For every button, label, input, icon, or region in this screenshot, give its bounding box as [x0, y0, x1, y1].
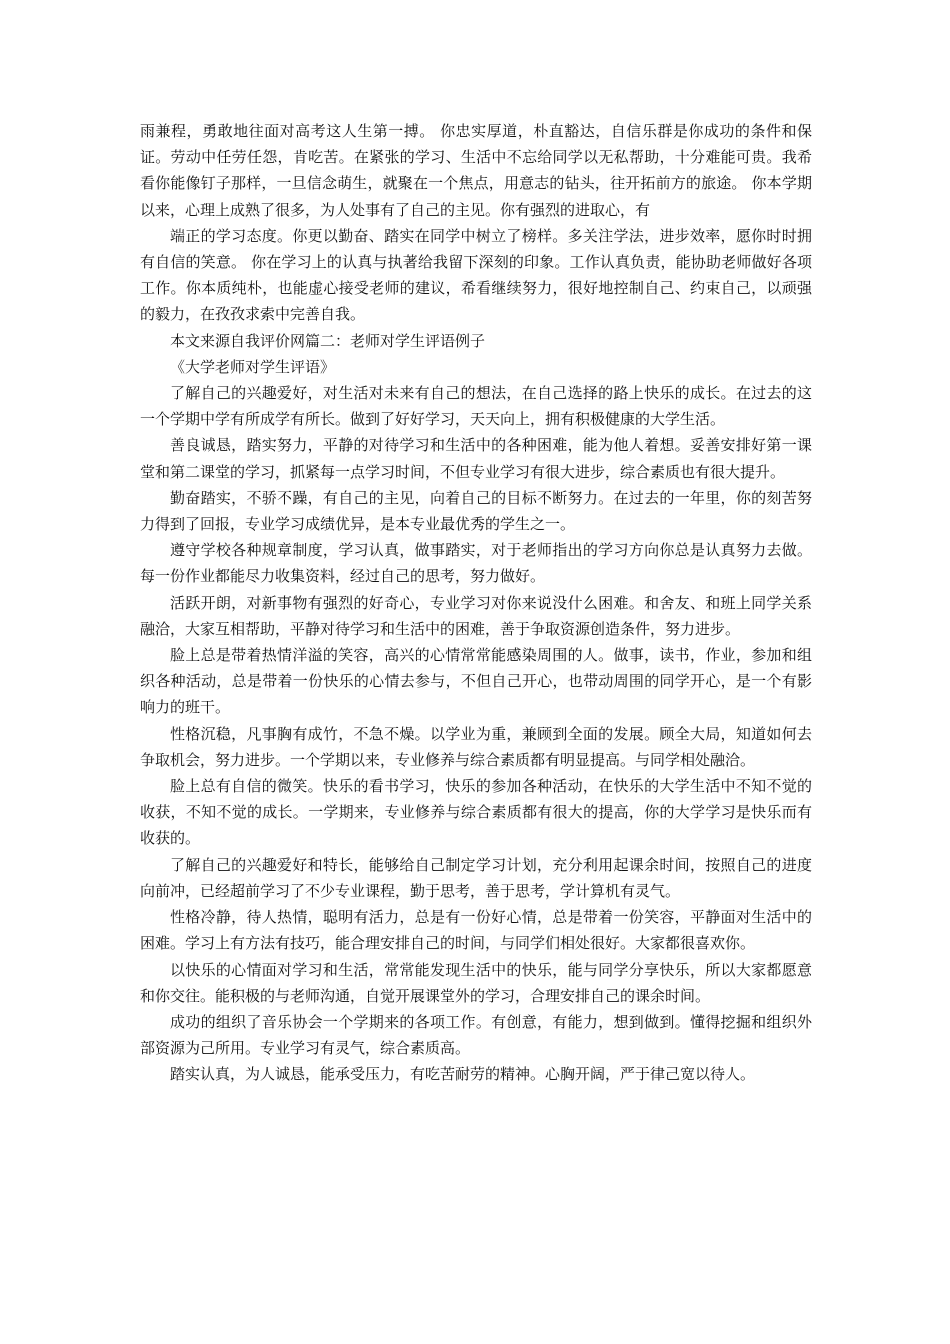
- paragraph: 脸上总是带着热情洋溢的笑容，高兴的心情常常能感染周围的人。做事，读书，作业，参加和组织各种活动，总是带着一份快乐的心情去参与，不但自己开心，也带动周围的同学开心，是一个有影响力的班干。: [140, 646, 812, 717]
- paragraph: 踏实认真，为人诚恳，能承受压力，有吃苦耐劳的精神。心胸开阔，严于律己宽以待人。: [170, 1065, 756, 1084]
- paragraph: 了解自己的兴趣爱好和特长，能够给自己制定学习计划，充分利用起课余时间，按照自己的进度向前冲，已经超前学习了不少专业课程，勤于思考，善于思考，学计算机有灵气。: [140, 855, 812, 900]
- paragraph: 遵守学校各种规章制度，学习认真，做事踏实，对于老师指出的学习方向你总是认真努力去做。每一份作业都能尽力收集资料，经过自己的思考，努力做好。: [140, 541, 812, 586]
- paragraph: 性格冷静，待人热情，聪明有活力，总是有一份好心情，总是带着一份笑容，平静面对生活中的困难。学习上有方法有技巧，能合理安排自己的时间，与同学们相处很好。大家都很喜欢你。: [140, 908, 812, 953]
- paragraph: 以快乐的心情面对学习和生活，常常能发现生活中的快乐，能与同学分享快乐，所以大家都愿意和你交往。能积极的与老师沟通，自觉开展课堂外的学习，合理安排自己的课余时间。: [140, 960, 812, 1005]
- paragraph: 性格沉稳，凡事胸有成竹，不急不燥。以学业为重，兼顾到全面的发展。顾全大局，知道如何去争取机会，努力进步。一个学期以来，专业修养与综合素质都有明显提高。与同学相处融洽。: [140, 724, 812, 769]
- paragraph: 成功的组织了音乐协会一个学期来的各项工作。有创意，有能力，想到做到。懂得挖掘和组织外部资源为己所用。专业学习有灵气，综合素质高。: [140, 1012, 812, 1058]
- paragraph: 端正的学习态度。你更以勤奋、踏实在同学中树立了榜样。多关注学法，进步效率，愿你时时拥有自信的笑意。 你在学习上的认真与执著给我留下深刻的印象。工作认真负责，能协助老师做好各项工作。你本质纯朴，也能虚心接受老师的建议，希看继续努力，很好地控制自己、约束自己，以顽强的毅力，在孜孜求索中完善自我。: [140, 226, 812, 324]
- section-title: 《大学老师对学生评语》: [170, 357, 336, 376]
- paragraph: 勤奋踏实，不骄不躁，有自己的主见，向着自己的目标不断努力。在过去的一年里，你的刻苦努力得到了回报，专业学习成绩优异，是本专业最优秀的学生之一。: [140, 488, 812, 534]
- document-body: [140, 118, 812, 1088]
- paragraph-continuation: 雨兼程，勇敢地往面对高考这人生第一搏。 你忠实厚道，朴直豁达，自信乐群是你成功的条件和保证。劳动中任劳任怨，肯吃苦。在紧张的学习、生活中不忘给同学以无私帮助，十分难能可贵。我希看你能像钉子那样，一旦信念萌生，就聚在一个焦点，用意志的钻头，往开拓前方的旅途。 你本学期以来，心理上成熟了很多，为人处事有了自己的主见。你有强烈的进取心，有: [140, 122, 812, 219]
- paragraph: 善良诚恳，踏实努力，平静的对待学习和生活中的各种困难，能为他人着想。妥善安排好第一课堂和第二课堂的学习，抓紧每一点学习时间，不但专业学习有很大进步，综合素质也有很大提升。: [140, 436, 812, 481]
- paragraph: 活跃开朗，对新事物有强烈的好奇心，专业学习对你来说没什么困难。和舍友、和班上同学关系融洽，大家互相帮助，平静对待学习和生活中的困难，善于争取资源创造条件，努力进步。: [140, 593, 812, 638]
- paragraph: 了解自己的兴趣爱好，对生活对未来有自己的想法，在自己选择的路上快乐的成长。在过去的这一个学期中学有所成学有所长。做到了好好学习，天天向上，拥有积极健康的大学生活。: [140, 384, 812, 429]
- paragraph: 脸上总有自信的微笑。快乐的看书学习，快乐的参加各种活动，在快乐的大学生活中不知不觉的收获，不知不觉的成长。一学期来，专业修养与综合素质都有很大的提高，你的大学学习是快乐而有收获的。: [140, 777, 812, 848]
- section-source-line: 本文来源自我评价网篇二：老师对学生评语例子: [170, 331, 486, 350]
